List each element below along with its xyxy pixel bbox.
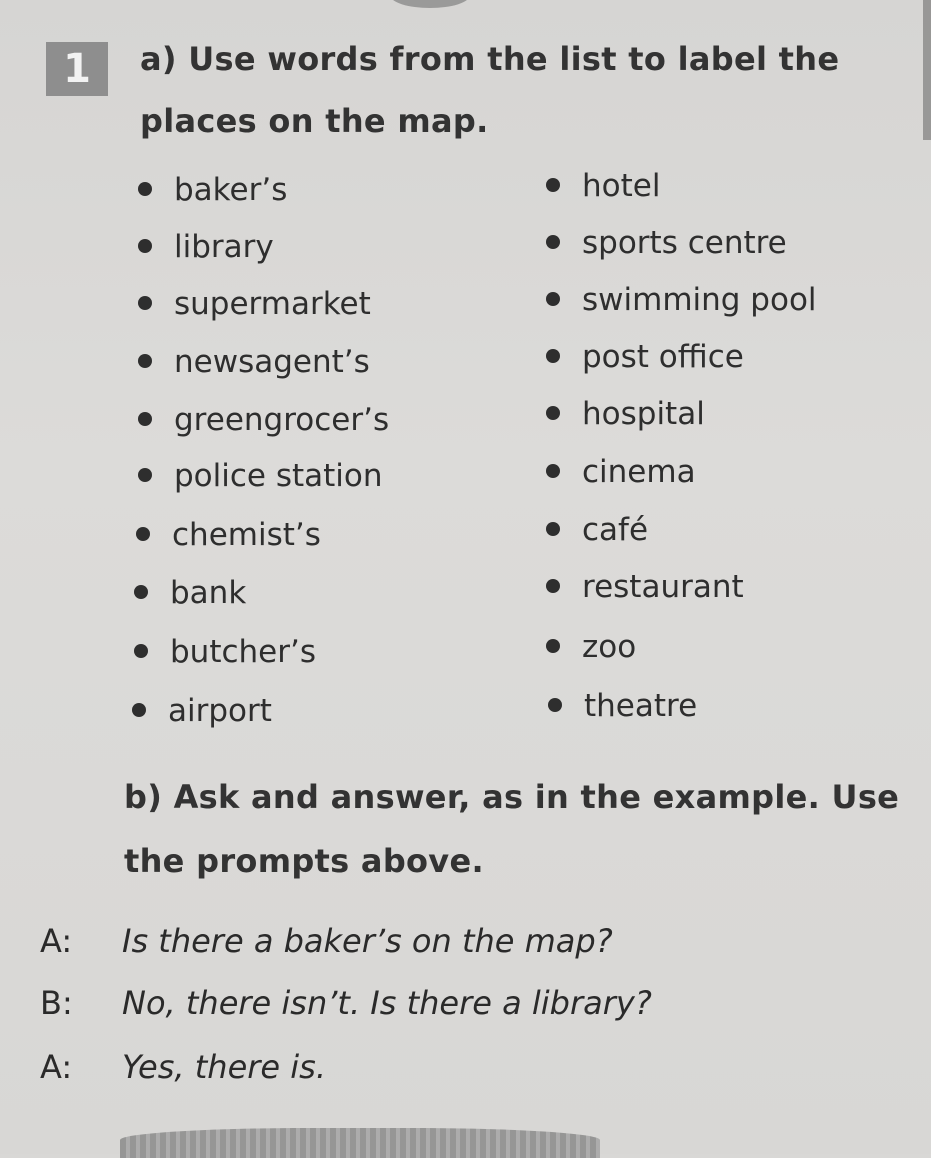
bullet-icon <box>132 703 146 717</box>
dialogue-text: Is there a baker’s on the map? <box>122 922 613 960</box>
list-item <box>546 512 648 548</box>
bullet-icon <box>546 406 560 420</box>
list-item-label: sports centre <box>582 225 787 261</box>
bullet-icon <box>546 235 560 249</box>
list-item <box>138 229 274 265</box>
list-item-label: baker’s <box>174 172 288 208</box>
list-item <box>134 575 246 611</box>
list-item-label: greengrocer’s <box>174 402 390 438</box>
list-item <box>546 629 636 665</box>
list-item-label: butcher’s <box>170 634 316 670</box>
list-item-label: restaurant <box>582 569 744 605</box>
list-item <box>546 339 744 375</box>
dialogue-text: Yes, there is. <box>122 1048 326 1086</box>
list-item-label: theatre <box>584 688 698 724</box>
list-item <box>548 688 697 724</box>
list-item-label: café <box>582 512 649 548</box>
dialogue-text: No, there isn’t. Is there a library? <box>122 984 652 1022</box>
bullet-icon <box>546 292 560 306</box>
bullet-icon <box>134 585 148 599</box>
bullet-icon <box>136 527 150 541</box>
bullet-icon <box>138 182 152 196</box>
exercise-number-badge: 1 <box>46 42 108 96</box>
list-item <box>138 402 389 438</box>
instruction-b-line-2: the prompts above. <box>124 842 484 880</box>
list-item <box>136 517 321 553</box>
list-item <box>546 569 744 605</box>
list-item <box>546 225 787 261</box>
instruction-a-line-2: places on the map. <box>140 102 489 140</box>
bullet-icon <box>546 579 560 593</box>
list-item <box>546 168 660 204</box>
list-item <box>138 172 287 208</box>
page-edge-shadow <box>923 0 931 140</box>
bullet-icon <box>138 412 152 426</box>
list-item-label: supermarket <box>174 286 371 322</box>
list-item-label: library <box>174 229 274 265</box>
list-item-label: bank <box>170 575 247 611</box>
list-item-label: hotel <box>582 168 661 204</box>
list-item <box>134 634 316 670</box>
list-item <box>138 344 370 380</box>
bullet-icon <box>134 644 148 658</box>
list-item-label: police station <box>174 458 383 494</box>
list-item-label: post office <box>582 339 744 375</box>
list-item <box>546 396 705 432</box>
bullet-icon <box>546 522 560 536</box>
list-item <box>546 454 696 490</box>
bullet-icon <box>546 349 560 363</box>
speaker-label: A: <box>40 922 73 960</box>
list-item-label: hospital <box>582 396 705 432</box>
list-item-label: cinema <box>582 454 696 490</box>
list-item-label: swimming pool <box>582 282 817 318</box>
bullet-icon <box>546 639 560 653</box>
list-item <box>138 286 371 322</box>
bullet-icon <box>546 178 560 192</box>
speaker-label: A: <box>40 1048 73 1086</box>
bullet-icon <box>138 239 152 253</box>
bullet-icon <box>548 698 562 712</box>
list-item <box>546 282 817 318</box>
instruction-a-line-1: a) Use words from the list to label the <box>140 40 840 78</box>
bullet-icon <box>138 354 152 368</box>
dialogue-line <box>40 984 652 1022</box>
list-item <box>138 458 383 494</box>
top-decoration <box>390 0 470 8</box>
bullet-icon <box>546 464 560 478</box>
list-item <box>132 693 272 729</box>
bullet-icon <box>138 296 152 310</box>
list-item-label: airport <box>168 693 272 729</box>
dialogue-line <box>40 1048 326 1086</box>
list-item-label: chemist’s <box>172 517 321 553</box>
dialogue-line <box>40 922 613 960</box>
list-item-label: newsagent’s <box>174 344 370 380</box>
bullet-icon <box>138 468 152 482</box>
speaker-label: B: <box>40 984 73 1022</box>
instruction-b-line-1: b) Ask and answer, as in the example. Use <box>124 778 900 816</box>
list-item-label: zoo <box>582 629 637 665</box>
